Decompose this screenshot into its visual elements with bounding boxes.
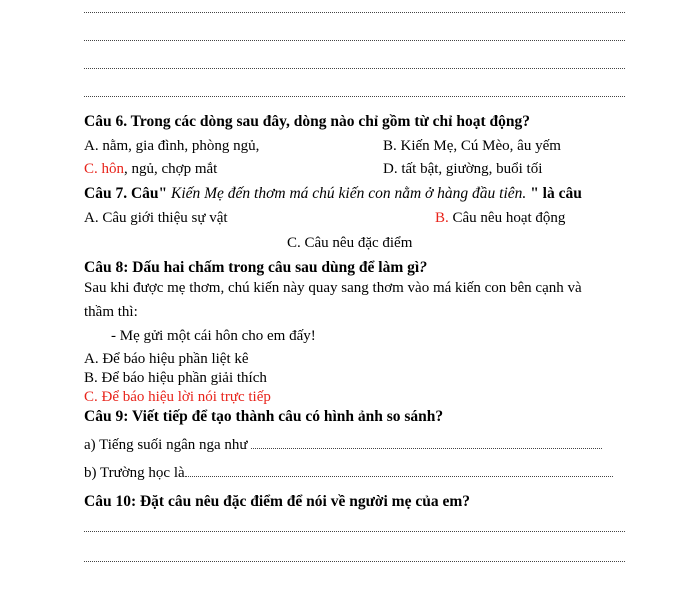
q8-option-a: A. Để báo hiệu phần liệt kê: [84, 351, 249, 367]
q8-title-mark: ?: [419, 259, 427, 276]
q9-item-b-blank[interactable]: [185, 464, 613, 477]
q9-title: Câu 9: Viết tiếp để tạo thành câu có hình ảnh so sánh?: [84, 408, 444, 425]
q6-title: Câu 6. Trong các dòng sau đây, dòng nào chỉ gồm từ chỉ hoạt động?: [84, 113, 530, 130]
answer-line-3: [84, 68, 625, 69]
q8-option-c: C. Để báo hiệu lời nói trực tiếp: [84, 389, 271, 405]
q7-option-c: C. Câu nêu đặc điểm: [287, 235, 413, 251]
q9-item-b: [84, 464, 613, 482]
answer-line-4: [84, 96, 625, 97]
answer-line-q10-1: [84, 531, 625, 532]
q7-option-a: A. Câu giới thiệu sự vật: [84, 210, 228, 226]
q8-quote: - Mẹ gửi một cái hôn cho em đấy!: [111, 328, 316, 344]
q9-item-a-text: a) Tiếng suối ngân nga như: [84, 437, 248, 453]
q7-option-b: [435, 210, 565, 227]
q7-title-start: Câu 7. Câu": [84, 185, 168, 202]
q6-option-c-letter: C. hôn: [84, 161, 125, 177]
q9-item-a: [84, 436, 602, 454]
q8-title-text: Câu 8: Dấu hai chấm trong câu sau dùng để làm gì: [84, 259, 420, 276]
q8-title: [84, 259, 427, 277]
q9-item-b-text: b) Trường học là: [84, 465, 185, 481]
q8-passage-line-2: thầm thì:: [84, 304, 138, 320]
q8-passage-line-1: Sau khi được mẹ thơm, chú kiến này quay sang thơm vào má kiến con bên cạnh và: [84, 280, 582, 296]
answer-line-1: [84, 12, 625, 13]
q6-option-c: [84, 161, 217, 178]
q7-title-end: " là câu: [530, 185, 582, 202]
q8-option-b: B. Để báo hiệu phần giải thích: [84, 370, 267, 386]
q6-option-c-rest: , ngủ, chợp mắt: [124, 161, 218, 177]
q10-title: Câu 10: Đặt câu nêu đặc điểm để nói về người mẹ của em?: [84, 493, 470, 510]
q9-item-a-blank[interactable]: [251, 436, 602, 449]
answer-line-q10-2: [84, 561, 625, 562]
q7-title-quote: Kiến Mẹ đến thơm má chú kiến con nằm ở hàng đầu tiên.: [167, 185, 531, 202]
q6-option-b: B. Kiến Mẹ, Cú Mèo, âu yếm: [383, 138, 561, 154]
answer-line-2: [84, 40, 625, 41]
q7-option-b-letter: B.: [435, 210, 449, 226]
q6-option-a: A. nằm, gia đình, phòng ngủ,: [84, 138, 260, 154]
q7-title: [84, 185, 582, 203]
q7-option-b-rest: Câu nêu hoạt động: [448, 210, 566, 226]
q6-option-d: D. tất bật, giường, buổi tối: [383, 161, 543, 177]
